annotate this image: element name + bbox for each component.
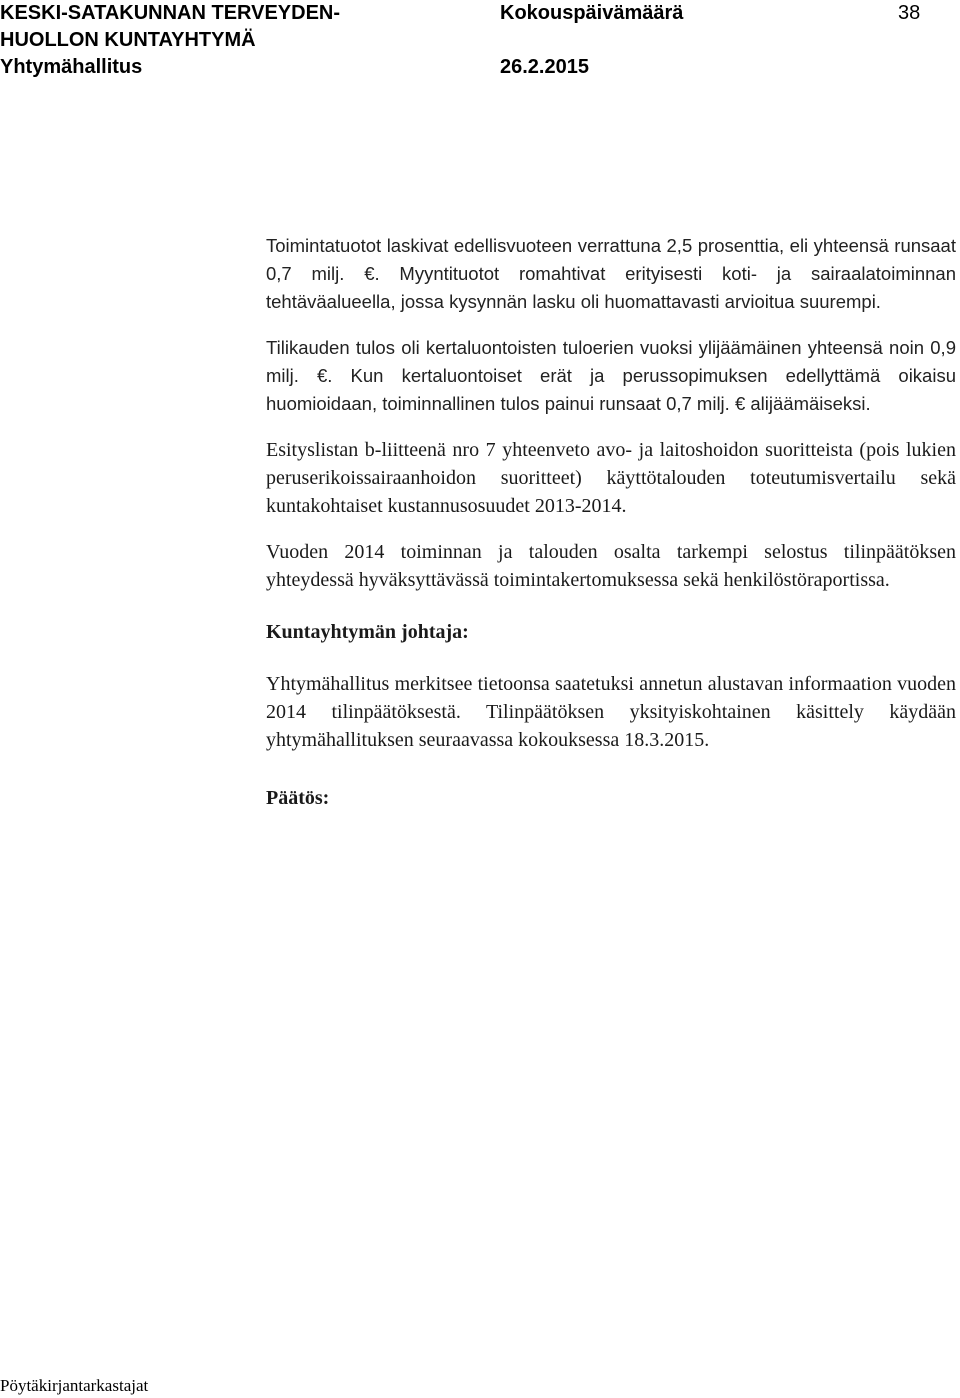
- paragraph-proposal: Yhtymähallitus merkitsee tietoonsa saatetuksi annetun alustavan informaation vuoden 2014 tilinpäätöksestä. Tilinpäätöksen yksityiskohtainen käsittely käydään yhtymähallituksen seuraavassa kokouksessa 18.3.2015.: [266, 673, 956, 751]
- document-body: [266, 232, 956, 812]
- paragraph-annual-report: Vuoden 2014 toiminnan ja talouden osalta tarkempi selostus tilinpäätöksen yhteydessä hyväksyttävässä toimintakertomuksessa sekä henkilöstöraportissa.: [266, 541, 956, 591]
- org-name-line1: KESKI-SATAKUNNAN TERVEYDEN-: [0, 2, 341, 24]
- paragraph-appendix: Esityslistan b-liitteenä nro 7 yhteenveto avo- ja laitoshoidon suoritteista (pois lukien peruserikoissairaanhoidon suoritteet) käyttötalouden toteutumisvertailu sekä kuntakohtaiset kustannusosuudet 2013-2014.: [266, 439, 956, 517]
- paragraph-fiscal-result: Tilikauden tulos oli kertaluontoisten tuloerien vuoksi ylijäämäinen yhteensä noin 0,9 milj. €. Kun kertaluontoiset erät ja perussopimuksen edellyttämä oikaisu huomioidaan, toiminnallinen tulos painui runsaat 0,7 milj. € alijäämäiseksi.: [266, 337, 956, 414]
- heading-director: Kuntayhtymän johtaja:: [266, 621, 469, 643]
- meeting-date-label: Kokouspäivämäärä: [500, 2, 684, 24]
- heading-decision: Päätös:: [266, 787, 330, 809]
- footer-minutes-checkers: Pöytäkirjantarkastajat: [0, 1376, 149, 1395]
- body-name: Yhtymähallitus: [0, 56, 143, 78]
- org-name-line2: HUOLLON KUNTAYHTYMÄ: [0, 29, 256, 51]
- page-number: 38: [898, 2, 921, 24]
- meeting-date-value: 26.2.2015: [500, 56, 589, 78]
- paragraph-operating-income: Toimintatuotot laskivat edellisvuoteen verrattuna 2,5 prosenttia, eli yhteensä runsaat 0,7 milj. €. Myyntituotot romahtivat erityisesti koti- ja sairaalatoiminnan tehtäväalueella, jossa kysynnän lasku oli huomattavasti arvioitua suurempi.: [266, 235, 956, 312]
